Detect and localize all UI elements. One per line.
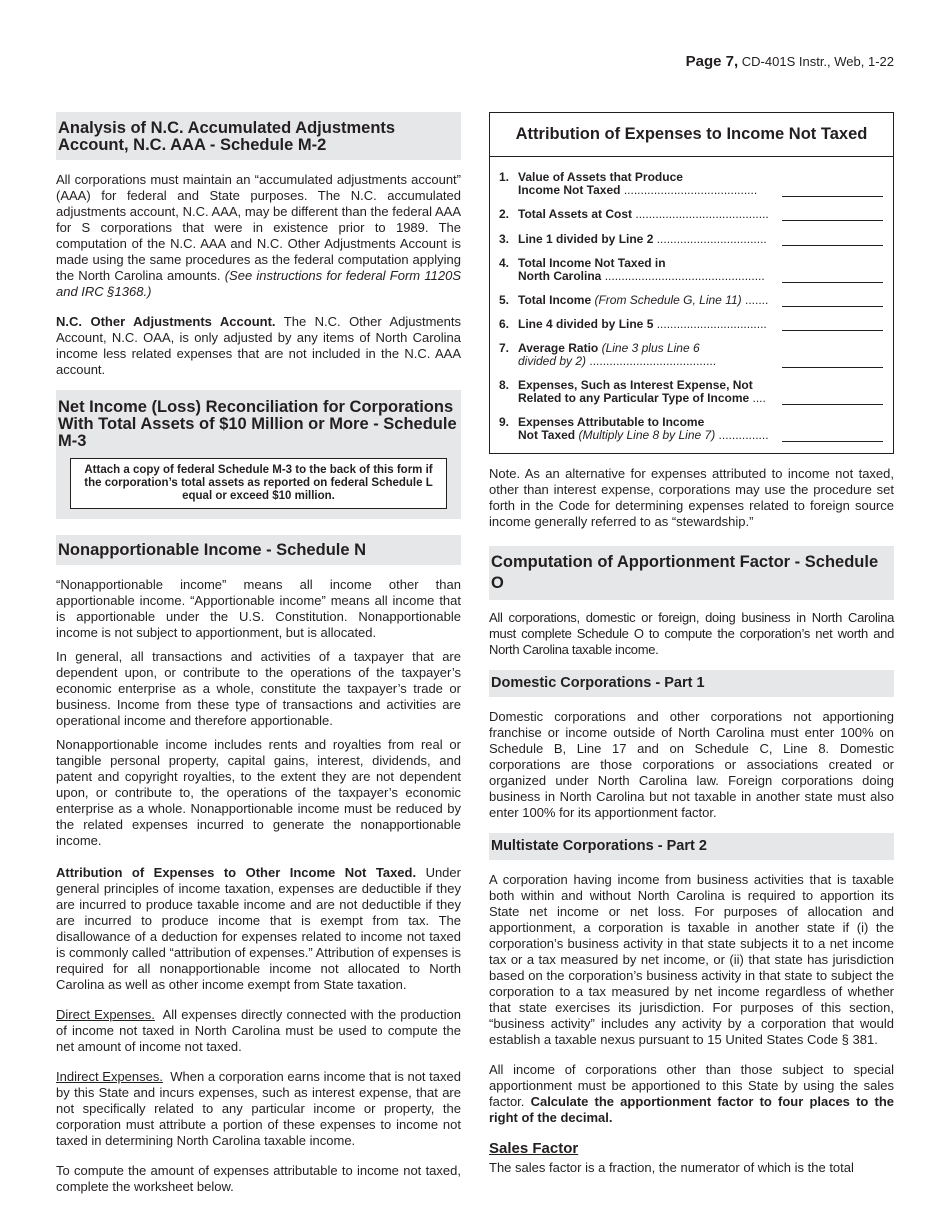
line-number: 6. [499, 317, 510, 331]
line-number: 4. [499, 256, 510, 270]
leader-dots: ................................................ [604, 269, 765, 283]
worksheet-line-5 [490, 294, 893, 307]
leader-dots: ............... [718, 428, 769, 442]
worksheet-line-8 [490, 379, 893, 405]
line-note: (Multiply Line 8 by Line 7) [578, 428, 716, 442]
entry-blank[interactable] [782, 366, 883, 368]
line-note: (From Schedule G, Line 11) [594, 293, 742, 307]
sales-factor-heading: Sales Factor [489, 1140, 579, 1157]
oaa-bold: N.C. Other Adjustments Account. [56, 314, 276, 329]
leader-dots: ........................................ [635, 207, 769, 221]
line-note-2: divided by 2) [518, 354, 587, 368]
m2-paragraph-text: All corporations must maintain an “accumulated adjustments account” (AAA) for federal and State purposes. The N.C. accumulated adjustments account, N.C. AAA, may be different than the federal AAA for S corporations that were in existence prior to 1989. The computation of the N.C. AAA and N.C. Other Adjustments Account is made using the same procedures as the federal computation applying the North Carolina amounts. [56, 172, 461, 283]
compute-paragraph: To compute the amount of expenses attributable to income not taxed, complete the worksheet below. [56, 1163, 461, 1194]
entry-blank[interactable] [782, 305, 883, 307]
entry-blank[interactable] [782, 403, 883, 405]
worksheet-line-3 [490, 233, 893, 246]
part2-paragraph-1: A corporation having income from business activities that is taxable both within and without North Carolina is required to apportion its State net income or net loss. For purposes of allocation and apportionment, a corporation is taxable in another state if (i) the corporation’s business activity in that state subjects it to a net income tax or a tax measured by net income, or (ii) that state has jurisdiction based on the corporation’s business activity in that state to subject the corporation to a tax measured by net income regardless of whether that state exercises its jurisdiction. For purposes of this section, “business activity” includes any activity by a corporation that would establish a taxable nexus pursuant to 15 United States Code § 381. [489, 872, 894, 1047]
m2-paragraph [56, 172, 461, 300]
direct-expenses-paragraph [56, 1007, 461, 1055]
attribution-text: Under general principles of income taxation, expenses are deductible if they are incurred to produce taxable income and are not deductible if they are incurred to produce income that is exempt from tax. The disallowance of a deduction for expenses related to income not taxed is commonly called “attribution of expenses.” Attribution of expenses is required for all nonapportionable income not allocated to North Carolina as well as other income exempt from State taxation. [56, 865, 461, 992]
schedule-o-paragraph: All corporations, domestic or foreign, doing business in North Carolina must complete Schedule O to compute the corporation’s net worth and North Carolina taxable income. [489, 610, 894, 657]
line-label-2: North Carolina [518, 269, 602, 283]
left-column [56, 112, 461, 1195]
worksheet-line-9 [490, 416, 893, 442]
part1-heading: Domestic Corporations - Part 1 [489, 670, 894, 697]
line-number: 7. [499, 341, 510, 355]
right-column [489, 112, 894, 1176]
line-label: Line 4 divided by Line 5 [518, 317, 654, 331]
entry-blank[interactable] [782, 244, 883, 246]
entry-blank[interactable] [782, 219, 883, 221]
line-number: 5. [499, 293, 510, 307]
line-label: Expenses, Such as Interest Expense, Not [518, 378, 753, 392]
schedule-n-heading: Nonapportionable Income - Schedule N [56, 535, 461, 565]
line-number: 1. [499, 170, 510, 184]
worksheet-title: Attribution of Expenses to Income Not Taxed [490, 113, 893, 157]
entry-blank[interactable] [782, 329, 883, 331]
part2-paragraph-2 [489, 1062, 894, 1126]
stewardship-note: Note. As an alternative for expenses attributed to income not taxed, other than interest expense, corporations may use the procedure set forth in the Code for determining expenses related to foreign source income generally referred to as “stewardship.” [489, 466, 894, 529]
attribution-bold: Attribution of Expenses to Other Income Not Taxed. [56, 865, 417, 880]
part2-paragraph-2-text: All income of corporations other than those subject to special apportionment must be apportioned to this State by using the sales factor. [489, 1062, 894, 1109]
oaa-paragraph [56, 314, 461, 378]
line-number: 8. [499, 378, 510, 392]
direct-expenses-text: All expenses directly connected with the production of income not taxed in North Carolina must be used to compute the net amount of income not taxed. [56, 1007, 461, 1054]
entry-blank[interactable] [782, 440, 883, 442]
schedule-m2-heading: Analysis of N.C. Accumulated Adjustments Account, N.C. AAA - Schedule M-2 [56, 112, 461, 160]
line-number: 2. [499, 207, 510, 221]
m2-paragraph-italic: (See instructions for federal Form 1120S and IRC §1368.) [56, 268, 461, 299]
indirect-expenses-label: Indirect Expenses. [56, 1069, 163, 1084]
leader-dots: .... [752, 391, 766, 405]
page-label: Page 7, [685, 53, 739, 70]
line-label-2: Not Taxed [518, 428, 576, 442]
line-note: (Line 3 plus Line 6 [601, 341, 700, 355]
line-label: Average Ratio [518, 341, 599, 355]
schedule-m3-section [56, 390, 461, 519]
n-paragraph-3: Nonapportionable income includes rents and royalties from real or tangible personal property, capital gains, interest, dividends, and patent and copyright royalties, to the extent they are not dependent upon, or contribute to, the operations of the taxpayer’s economic enterprise as a whole. Nonapportionable income must be reduced by the related expenses incurred to generate the nonapportionable income. [56, 737, 461, 848]
n-paragraph-1: “Nonapportionable income” means all income other than apportionable income. “Apportionable income” means all income that is apportionable under the U.S. Constitution. Nonapportionable income is not subject to apportionment, but is allocated. [56, 577, 461, 640]
line-label-2: Income Not Taxed [518, 183, 621, 197]
leader-dots: ...................................... [589, 354, 717, 368]
worksheet-line-7 [490, 342, 893, 368]
worksheet-line-4 [490, 257, 893, 283]
line-number: 3. [499, 232, 510, 246]
m3-attach-wrap [56, 456, 461, 519]
doc-ref: CD-401S Instr., Web, 1-22 [741, 54, 894, 69]
schedule-m3-heading: Net Income (Loss) Reconciliation for Corporations With Total Assets of $10 Million or More - Schedule M-3 [56, 390, 461, 456]
leader-dots: ........................................ [623, 183, 758, 197]
line-label-2: Related to any Particular Type of Income [518, 391, 750, 405]
n-paragraph-2: In general, all transactions and activities of a taxpayer that are dependent upon, or contribute to the operations of the taxpayer’s economic enterprise as a whole, constitute the taxpayer’s trade or business. Income from these type of transactions and activities are operational income and therefore apportionable. [56, 649, 461, 728]
indirect-expenses-paragraph [56, 1069, 461, 1149]
attribution-paragraph [56, 865, 461, 993]
leader-dots: ................................. [656, 232, 767, 246]
line-label: Line 1 divided by Line 2 [518, 232, 654, 246]
indirect-expenses-text: When a corporation earns income that is not taxed by this State and incurs expenses, such as interest expense, that are not specifically related to any particular income or property, the corporation must attribute a portion of these expenses to income not taxed in determining North Carolina taxable income. [56, 1069, 461, 1148]
line-label: Total Income [518, 293, 592, 307]
line-label: Value of Assets that Produce [518, 170, 683, 184]
direct-expenses-label: Direct Expenses. [56, 1007, 155, 1022]
worksheet-box [489, 112, 894, 454]
leader-dots: ................................. [656, 317, 767, 331]
leader-dots: ....... [745, 293, 769, 307]
sales-factor-paragraph: The sales factor is a fraction, the numerator of which is the total [489, 1160, 854, 1175]
schedule-o-heading: Computation of Apportionment Factor - Schedule O [489, 546, 894, 600]
worksheet-line-2 [490, 208, 893, 221]
part2-heading: Multistate Corporations - Part 2 [489, 833, 894, 860]
worksheet-line-1 [490, 171, 893, 197]
part2-paragraph-2-bold: Calculate the apportionment factor to four places to the right of the decimal. [489, 1094, 894, 1125]
line-label: Expenses Attributable to Income [518, 415, 705, 429]
oaa-text: The N.C. Other Adjustments Account, N.C. OAA, is only adjusted by any items of North Carolina income less related expenses that are not included in the N.C. AAA account. [56, 314, 461, 377]
line-label: Total Income Not Taxed in [518, 256, 666, 270]
line-number: 9. [499, 415, 510, 429]
worksheet-line-6 [490, 318, 893, 331]
m3-attach-notice: Attach a copy of federal Schedule M-3 to the back of this form if the corporation’s total assets as reported on federal Schedule L equal or exceed $10 million. [70, 458, 447, 509]
page-header [686, 53, 894, 70]
part1-paragraph: Domestic corporations and other corporations not apportioning franchise or income outside of North Carolina must enter 100% on Schedule B, Line 17 and on Schedule C, Line 8. Domestic corporations are those corporations or associations created or organized under North Carolina law. Foreign corporations doing business in North Carolina but not taxable in another state must also enter 100% for its apportionment factor. [489, 709, 894, 820]
entry-blank[interactable] [782, 281, 883, 283]
line-label: Total Assets at Cost [518, 207, 633, 221]
entry-blank[interactable] [782, 195, 883, 197]
